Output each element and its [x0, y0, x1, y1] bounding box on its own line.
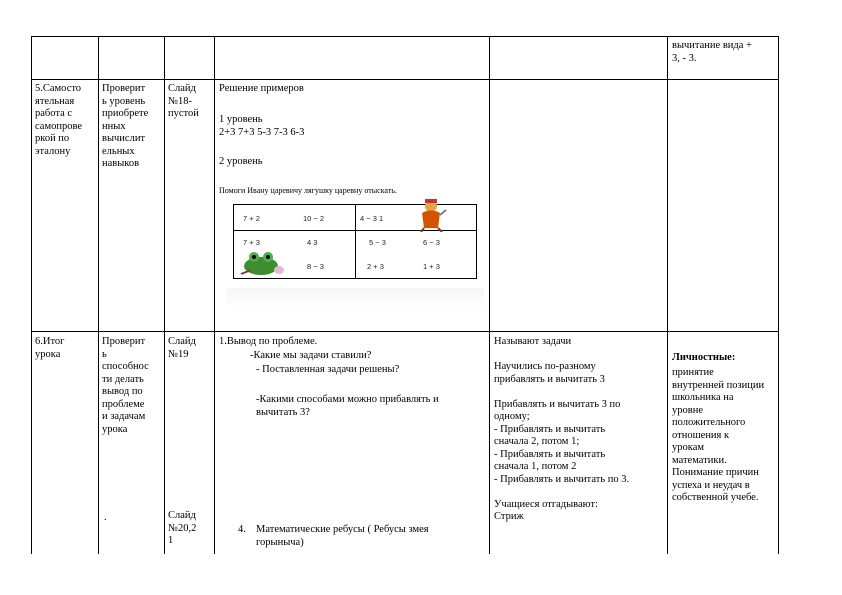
- picture-border: [233, 204, 234, 278]
- puzzle-cell: 2 + 3: [367, 262, 384, 271]
- goal-dot: .: [104, 512, 107, 523]
- rebus-task: Математические ребусы ( Ребусы змея горыныча): [256, 524, 429, 548]
- table-border: [667, 36, 668, 554]
- table-border: [98, 36, 99, 554]
- puzzle-cell: 7 + 3: [243, 238, 260, 247]
- students-activity: Называют задачи Научились по-разному прибавлять и вычитать 3 Прибавлять и вычитать 3 по одному; - Прибавлять и вычитать сначала 2, потом 1; - Прибавлять и вычитать сначала 1, потом 2 - Прибавлять и вычитать по 3. Учащиеся отгадывают: Стриж: [494, 336, 630, 522]
- puzzle-cell: 8 − 3: [307, 262, 324, 271]
- picture-border: [233, 278, 477, 279]
- goal-cell: Проверит ь уровень приобрете нных вычислит ельных навыков: [102, 83, 149, 169]
- picture-border: [476, 204, 477, 278]
- teacher-question-1: -Какие мы задачи ставили?: [250, 350, 372, 361]
- row0-uud-cell: вычитание вида + 3, - 3.: [672, 40, 752, 64]
- level2-label: 2 уровень: [219, 156, 263, 167]
- puzzle-cell: 10 − 2: [303, 214, 325, 223]
- prince-illustration: [417, 198, 447, 232]
- table-border: [489, 36, 490, 554]
- puzzle-cell: 6 − 3: [423, 238, 440, 247]
- level1-label: 1 уровень: [219, 114, 263, 125]
- table-border: [31, 36, 779, 37]
- table-border: [778, 36, 779, 554]
- teacher-question-3: -Какими способами можно прибавлять и вычитать 3?: [256, 394, 439, 418]
- table-border: [31, 36, 32, 554]
- uud-title: Личностные:: [672, 352, 736, 363]
- goal-cell: Проверит ь способнос ти делать вывод по проблеме и задачам урока: [102, 336, 149, 435]
- puzzle-cell: 4 3: [307, 238, 318, 247]
- level1-examples: 2+3 7+3 5-3 7-3 6-3: [219, 127, 305, 138]
- slide-cell-2: Слайд №20,2 1: [168, 510, 197, 546]
- puzzle-cell: 1 + 3: [423, 262, 440, 271]
- conclusion-heading: 1.Вывод по проблеме.: [219, 336, 318, 347]
- content-title: Решение примеров: [219, 83, 304, 94]
- uud-text: принятие внутренней позиции школьника на уровне положительного отношения к урокам математики. Понимание причин успеха и неудач в собственной учебе.: [672, 367, 765, 503]
- picture-shadow: [226, 288, 484, 310]
- stage-cell: 5.Самосто ятельная работа с самопрове ркой по эталону: [35, 83, 83, 157]
- table-border: [164, 36, 165, 554]
- item-number: 4.: [238, 524, 246, 535]
- frog-puzzle-picture: [233, 204, 477, 298]
- puzzle-cell: 4 − 3 1: [360, 214, 384, 223]
- table-border: [31, 331, 779, 332]
- task-text: Помоги Ивану царевичу лягушку царевну отыскать.: [219, 186, 397, 195]
- slide-cell: Слайд №18- пустой: [168, 83, 199, 119]
- picture-border: [355, 204, 356, 278]
- frog-illustration: [237, 248, 285, 278]
- slide-cell: Слайд №19: [168, 336, 196, 360]
- puzzle-cell: 5 − 3: [369, 238, 386, 247]
- stage-cell: 6.Итог урока: [35, 336, 65, 360]
- table-border: [214, 36, 215, 554]
- teacher-question-2: - Поставленная задачи решены?: [256, 364, 400, 375]
- puzzle-cell: 7 + 2: [243, 214, 260, 223]
- table-border: [31, 79, 779, 80]
